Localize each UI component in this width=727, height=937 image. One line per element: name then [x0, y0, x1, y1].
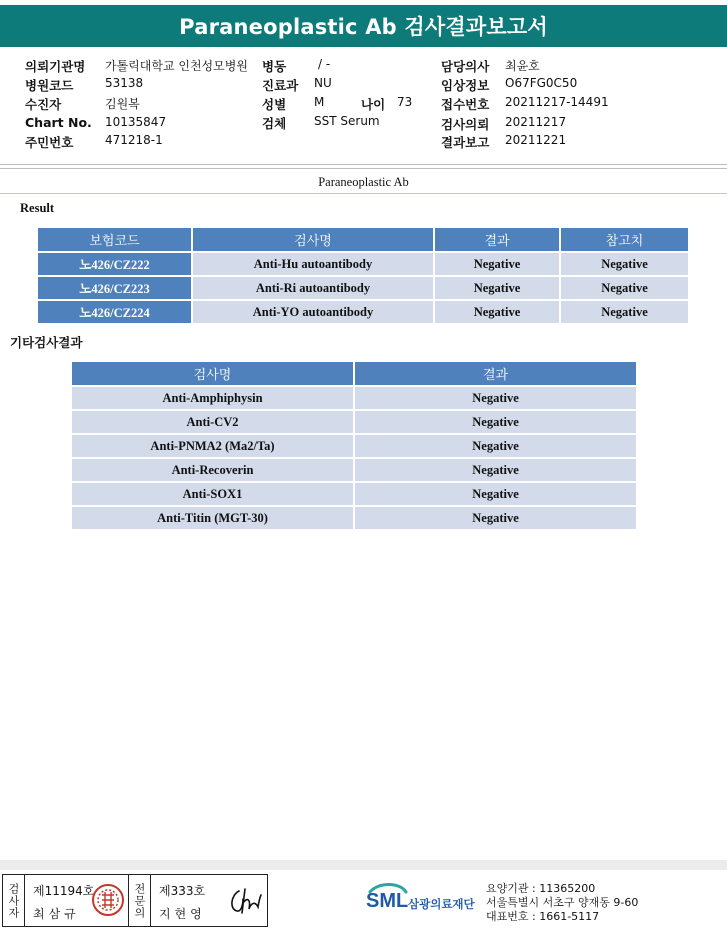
examinee-value: 김원복	[105, 97, 140, 111]
examiner-cell	[25, 875, 129, 926]
table-row	[72, 411, 636, 433]
table-row	[72, 507, 636, 529]
other-tests-label: 기타검사결과	[10, 335, 83, 350]
specimen-label: 검체	[262, 116, 287, 131]
lab-phone: 대표번호 : 1661-5117	[486, 910, 600, 923]
reference-cell: Negative	[561, 253, 688, 275]
result-cell: Negative	[435, 277, 559, 299]
header-test-name: 검사명	[72, 362, 353, 385]
seal-icon	[91, 883, 125, 917]
reception-no-label: 접수번호	[441, 97, 490, 112]
section-title: Paraneoplastic Ab	[318, 175, 409, 189]
signature-icon	[225, 885, 263, 919]
institution-value: 가톨릭대학교 인천성모병원	[105, 59, 248, 73]
lab-info	[486, 882, 638, 924]
hospital-code-value: 53138	[105, 76, 144, 90]
divider-top	[0, 164, 727, 165]
header-insurance-code: 보험코드	[38, 228, 191, 251]
test-name-cell: Anti-YO autoantibody	[193, 301, 433, 323]
institution-label: 의뢰기관명	[25, 59, 86, 74]
reference-cell: Negative	[561, 277, 688, 299]
result-cell: Negative	[355, 411, 636, 433]
specimen-value: SST Serum	[314, 114, 380, 128]
clinical-info-label: 임상정보	[441, 78, 490, 93]
care-institution: 요양기관 : 11365200	[486, 882, 596, 895]
table-row	[38, 277, 688, 299]
request-date-label: 검사의뢰	[441, 117, 490, 132]
result-cell: Negative	[435, 253, 559, 275]
divider-top-2	[0, 168, 727, 169]
examinee-label: 수진자	[25, 97, 62, 112]
insurance-code-cell: 노426/CZ224	[38, 301, 191, 323]
header-result: 결과	[435, 228, 559, 251]
result-cell: Negative	[435, 301, 559, 323]
reception-no-value: 20211217-14491	[505, 95, 609, 109]
footer-divider	[0, 860, 727, 870]
sml-logo-text: SML	[366, 890, 409, 912]
specialist-label-text: 전문의	[133, 882, 146, 919]
test-name-cell: Anti-PNMA2 (Ma2/Ta)	[72, 435, 353, 457]
specialist-cell	[151, 875, 267, 926]
table-row	[72, 387, 636, 409]
header-reference: 참고치	[561, 228, 688, 251]
doctor-label: 담당의사	[441, 59, 490, 74]
resident-no-label: 주민번호	[25, 135, 74, 150]
insurance-code-cell: 노426/CZ222	[38, 253, 191, 275]
patient-info	[0, 53, 727, 163]
ward-value: / -	[318, 57, 331, 71]
doctor-value: 최윤호	[505, 59, 540, 73]
result-label: Result	[20, 201, 55, 215]
clinical-info-value: O67FG0C50	[505, 76, 578, 90]
age-value: 73	[397, 95, 413, 109]
chart-no-label: Chart No.	[25, 115, 92, 130]
report-date-label: 결과보고	[441, 135, 490, 150]
header-result: 결과	[355, 362, 636, 385]
sex-value: M	[314, 95, 325, 109]
department-value: NU	[314, 76, 332, 90]
table-row	[72, 459, 636, 481]
table-row	[38, 253, 688, 275]
specialist-name: 지현영	[159, 907, 206, 921]
result-cell: Negative	[355, 507, 636, 529]
examiner-label-text: 검사자	[7, 882, 20, 919]
age-label: 나이	[361, 97, 386, 112]
department-label: 진료과	[262, 78, 299, 93]
test-name-cell: Anti-Titin (MGT-30)	[72, 507, 353, 529]
test-name-cell: Anti-Recoverin	[72, 459, 353, 481]
test-name-cell: Anti-SOX1	[72, 483, 353, 505]
examiner-label	[3, 875, 25, 926]
result-cell: Negative	[355, 459, 636, 481]
result-cell: Negative	[355, 435, 636, 457]
table-row	[72, 435, 636, 457]
divider-section	[0, 193, 727, 194]
table-row	[38, 301, 688, 323]
table-row	[72, 483, 636, 505]
result-cell: Negative	[355, 483, 636, 505]
specialist-license: 제333호	[159, 884, 206, 898]
signature-box	[2, 874, 268, 927]
hospital-code-label: 병원코드	[25, 78, 74, 93]
request-date-value: 20211217	[505, 115, 567, 129]
specialist-label	[129, 875, 151, 926]
examiner-license: 제11194호	[33, 884, 95, 898]
organization-name: 삼광의료재단	[408, 897, 475, 911]
insurance-code-cell: 노426/CZ223	[38, 277, 191, 299]
other-tests-table	[70, 360, 638, 531]
header-test-name: 검사명	[193, 228, 433, 251]
test-name-cell: Anti-Amphiphysin	[72, 387, 353, 409]
test-name-cell: Anti-Hu autoantibody	[193, 253, 433, 275]
ward-label: 병동	[262, 59, 287, 74]
resident-no-value: 471218-1	[105, 133, 163, 147]
test-name-cell: Anti-Ri autoantibody	[193, 277, 433, 299]
result-cell: Negative	[355, 387, 636, 409]
lab-address: 서울특별시 서초구 양재동 9-60	[486, 896, 639, 909]
report-date-value: 20211221	[505, 133, 567, 147]
report-title: Paraneoplastic Ab 검사결과보고서	[0, 5, 727, 47]
reference-cell: Negative	[561, 301, 688, 323]
result-table	[36, 226, 690, 325]
examiner-name: 최삼규	[33, 907, 80, 921]
sex-label: 성별	[262, 97, 287, 112]
chart-no-value: 10135847	[105, 115, 167, 129]
test-name-cell: Anti-CV2	[72, 411, 353, 433]
